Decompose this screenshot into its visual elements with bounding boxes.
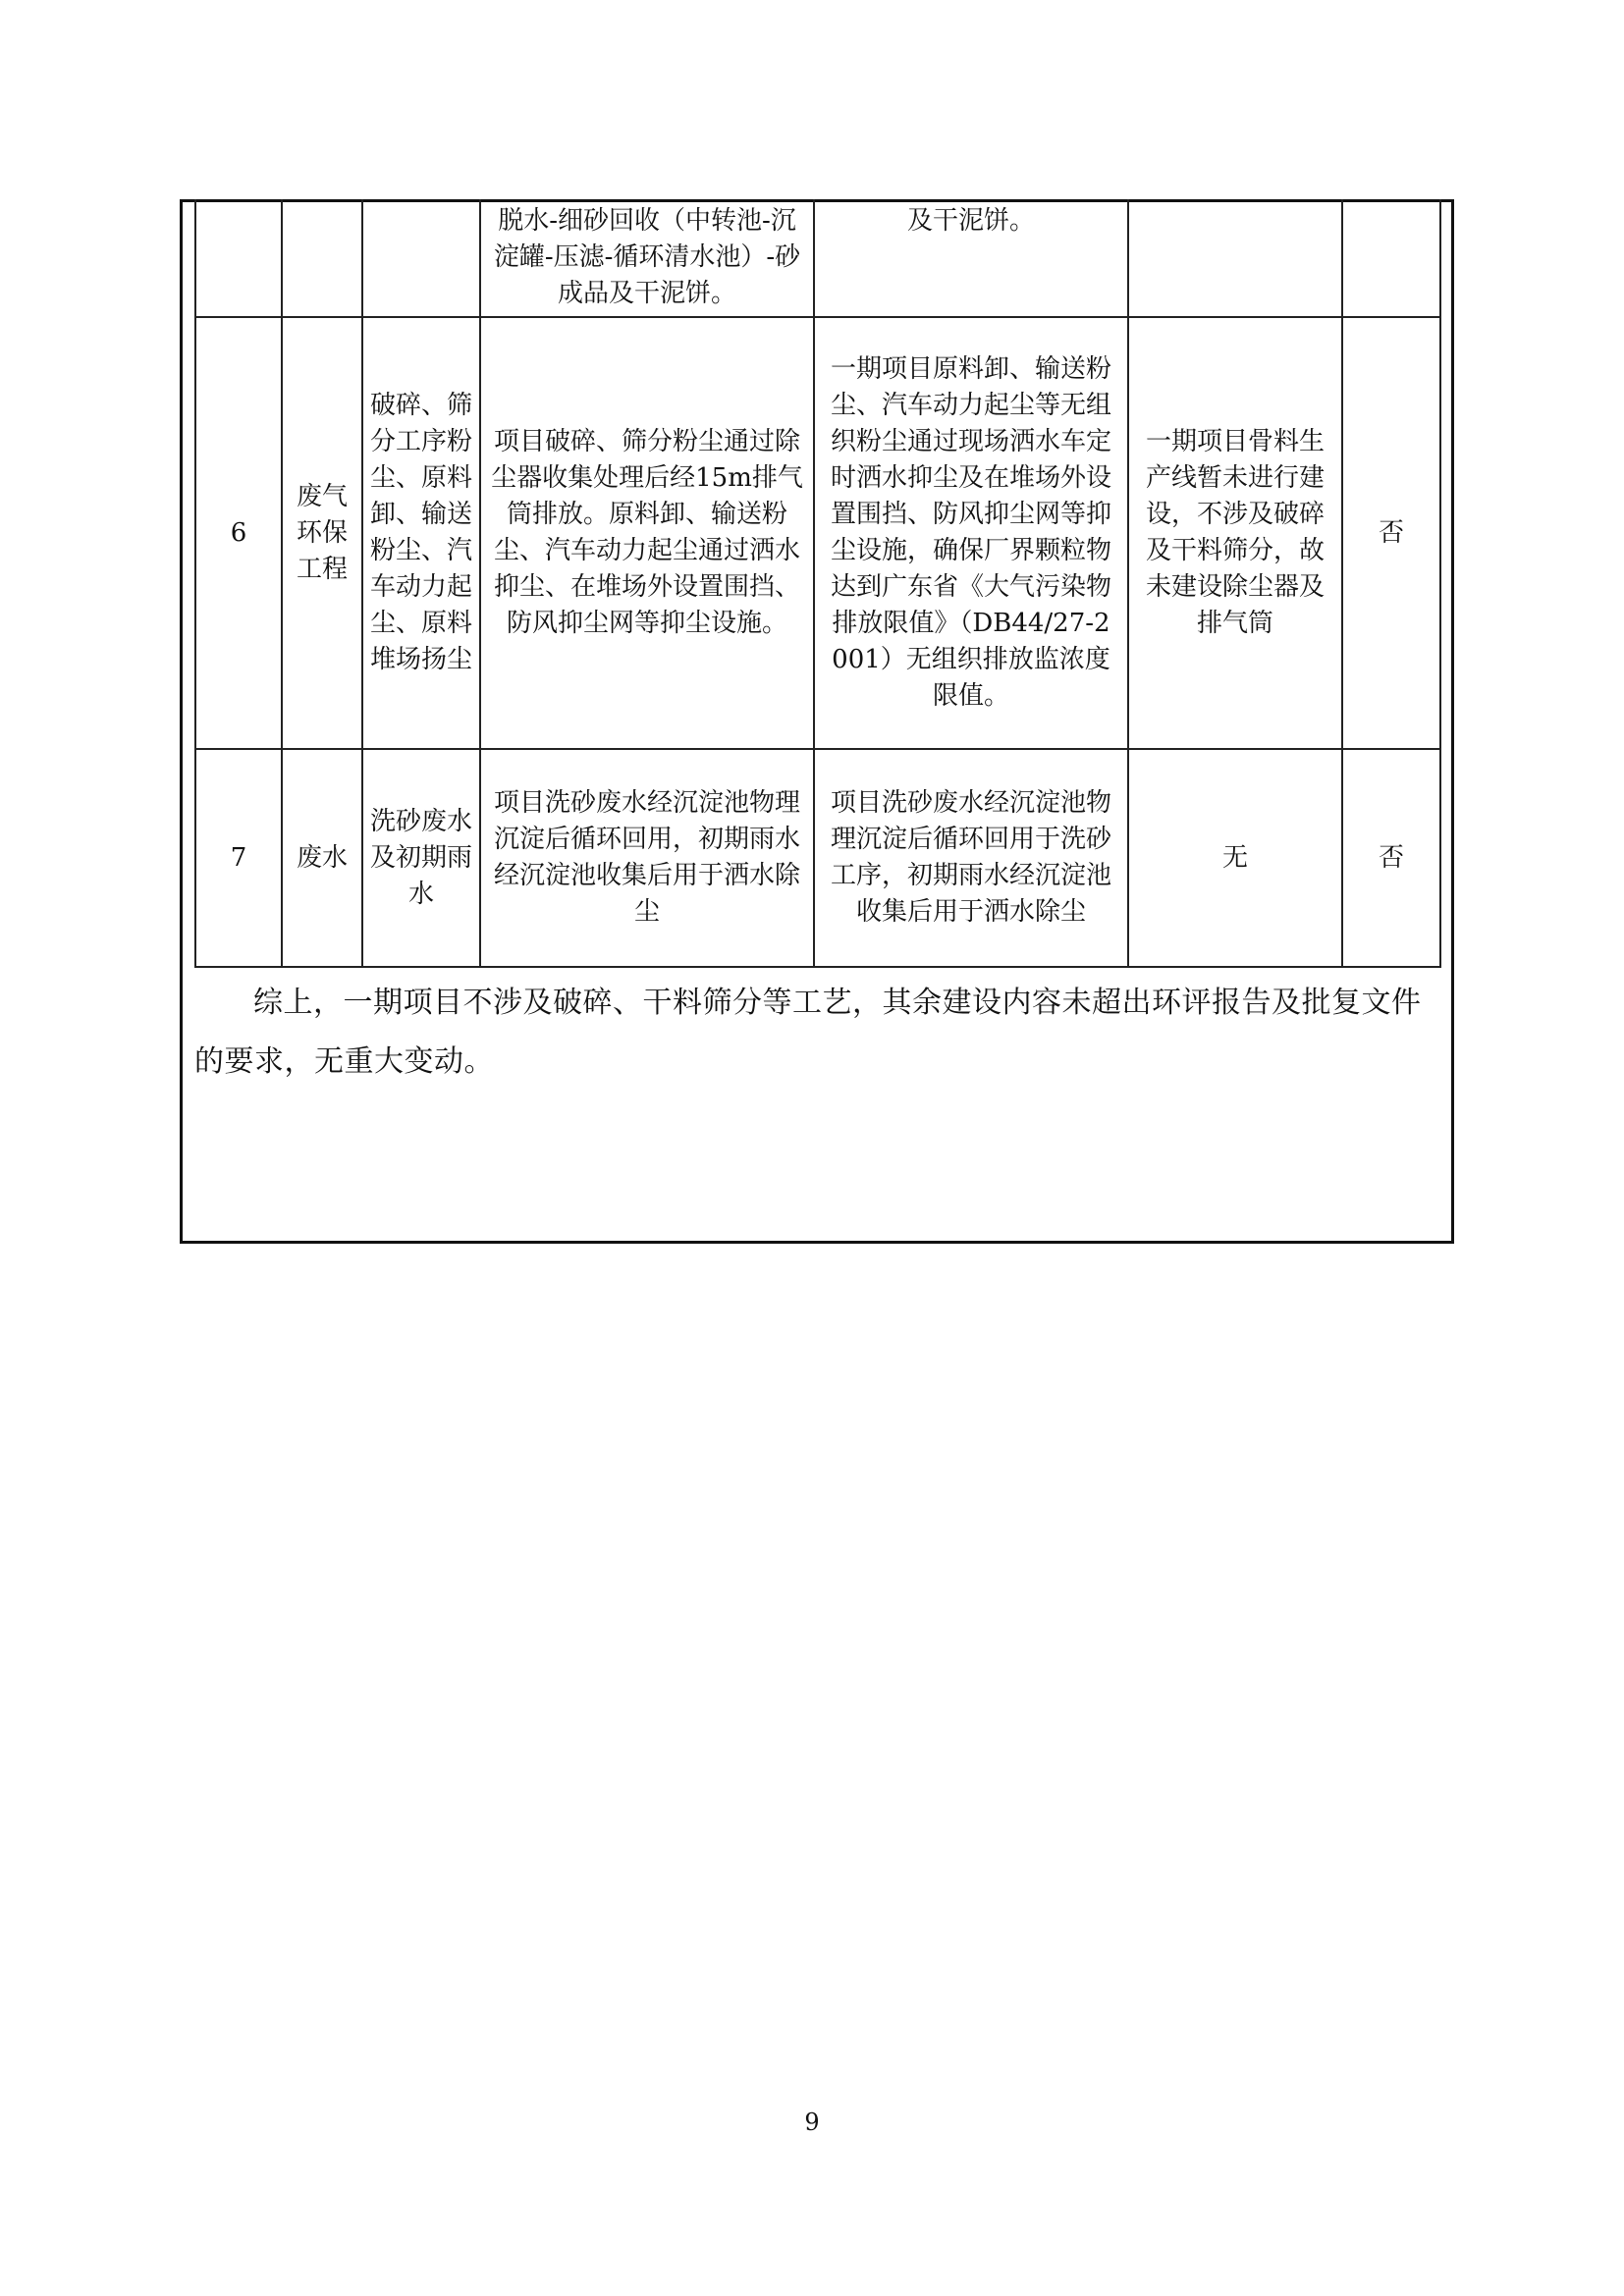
cell-actual: 及干泥饼。: [814, 199, 1128, 317]
cell-item: [362, 199, 480, 317]
table-row-6: [195, 317, 1440, 749]
table-row-continued: [195, 199, 1440, 317]
cell-category: [282, 199, 362, 317]
comparison-table: [194, 199, 1441, 968]
cell-major-change: 否: [1342, 317, 1440, 749]
cell-change: 无: [1128, 749, 1342, 967]
summary-paragraph: 综上，一期项目不涉及破碎、干料筛分等工艺，其余建设内容未超出环评报告及批复文件的要求，无重大变动。: [194, 986, 1422, 1079]
cell-no: 6: [195, 317, 282, 749]
cell-no: 7: [195, 749, 282, 967]
cell-actual: 项目洗砂废水经沉淀池物理沉淀后循环回用于洗砂工序，初期雨水经沉淀池收集后用于洒水除尘: [814, 749, 1128, 967]
cell-category: 废水: [282, 749, 362, 967]
cell-major-change: [1342, 199, 1440, 317]
cell-category: 废气环保工程: [282, 317, 362, 749]
cell-item: 洗砂废水及初期雨水: [362, 749, 480, 967]
cell-actual: 一期项目原料卸、输送粉尘、汽车动力起尘等无组织粉尘通过现场洒水车定时洒水抑尘及在堆场外设置围挡、防风抑尘网等抑尘设施，确保厂界颗粒物达到广东省《大气污染物排放限值》（DB44/27-2001）无组织排放监浓度限值。: [814, 317, 1128, 749]
cell-eia-requirement: 项目洗砂废水经沉淀池物理沉淀后循环回用，初期雨水经沉淀池收集后用于洒水除尘: [480, 749, 814, 967]
cell-no: [195, 199, 282, 317]
cell-eia-requirement: 脱水-细砂回收（中转池-沉淀罐-压滤-循环清水池）-砂成品及干泥饼。: [480, 199, 814, 317]
cell-change: [1128, 199, 1342, 317]
cell-change: 一期项目骨料生产线暂未进行建设，不涉及破碎及干料筛分，故未建设除尘器及排气筒: [1128, 317, 1342, 749]
cell-major-change: 否: [1342, 749, 1440, 967]
cell-item: 破碎、筛分工序粉尘、原料卸、输送粉尘、汽车动力起尘、原料堆场扬尘: [362, 317, 480, 749]
page-number: 9: [804, 2109, 820, 2136]
table-row-7: [195, 749, 1440, 967]
cell-eia-requirement: 项目破碎、筛分粉尘通过除尘器收集处理后经15m排气筒排放。原料卸、输送粉尘、汽车动力起尘通过洒水抑尘、在堆场外设置围挡、防风抑尘网等抑尘设施。: [480, 317, 814, 749]
